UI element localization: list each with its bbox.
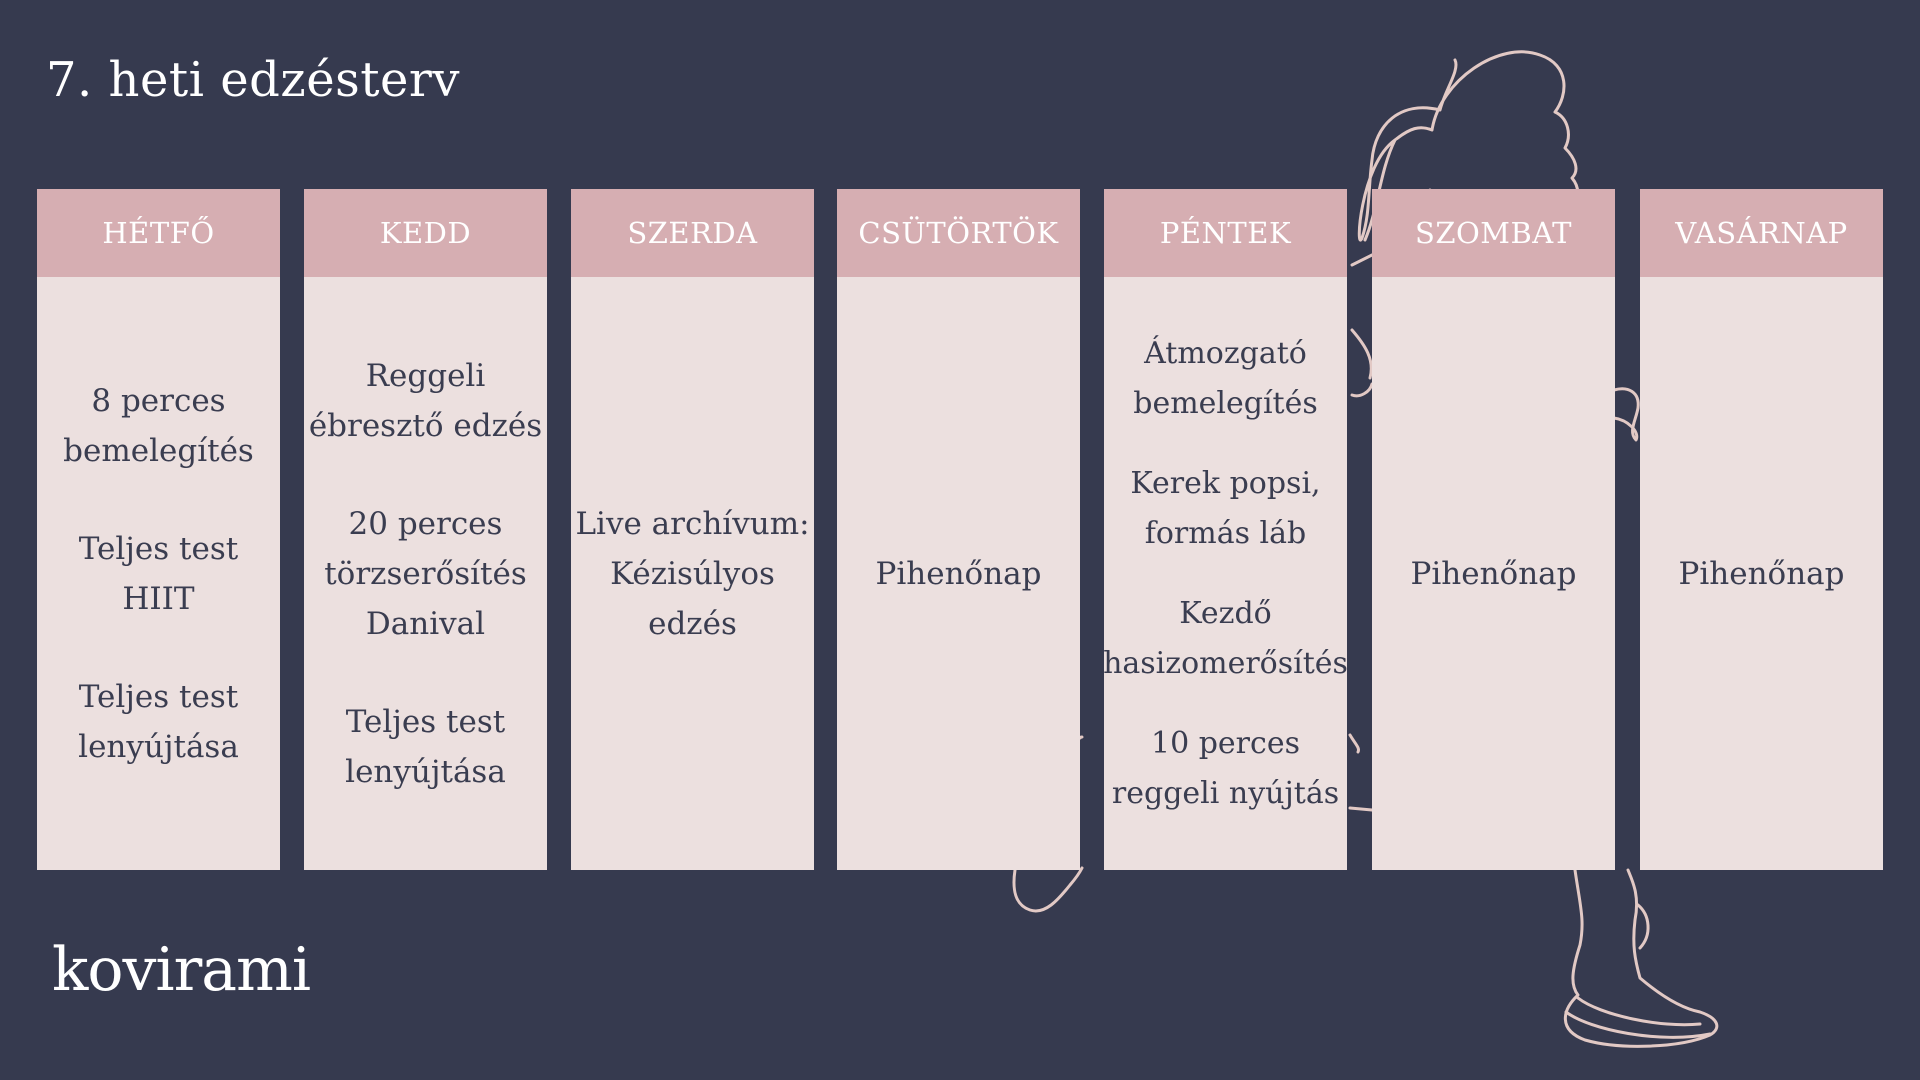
activity-item: Kerek popsi, formás láb (1130, 465, 1321, 551)
day-activities (837, 277, 1080, 870)
activity-item: Pihenőnap (1410, 555, 1577, 592)
week-columns (37, 189, 1883, 870)
day-column-wednesday (571, 189, 814, 870)
activity-item: Teljes test lenyújtása (78, 678, 239, 765)
day-activities (37, 277, 280, 870)
day-header (1104, 189, 1347, 277)
day-activities (1640, 277, 1883, 870)
day-column-tuesday (304, 189, 547, 870)
day-column-friday (1104, 189, 1347, 870)
day-header (1640, 189, 1883, 277)
day-header (37, 189, 280, 277)
day-name: CSÜTÖRTÖK (858, 216, 1059, 250)
activity-item: Kezdő hasizomerősítés (1103, 595, 1348, 681)
day-name: PÉNTEK (1159, 216, 1292, 250)
day-activities (304, 277, 547, 870)
day-column-sunday (1640, 189, 1883, 870)
activity-item: Teljes test lenyújtása (345, 703, 506, 790)
day-name: SZERDA (627, 216, 758, 250)
day-activities (1104, 277, 1347, 870)
runner-shoe-sole (1566, 998, 1710, 1037)
day-column-monday (37, 189, 280, 870)
day-name: VASÁRNAP (1675, 216, 1848, 250)
activity-item: Pihenőnap (875, 555, 1042, 592)
day-column-saturday (1372, 189, 1615, 870)
activity-item: Átmozgató bemelegítés (1133, 335, 1318, 421)
activity-item: 10 perces reggeli nyújtás (1111, 725, 1340, 811)
runner-front-leg (1565, 870, 1717, 1046)
day-activities (1372, 277, 1615, 870)
day-header (571, 189, 814, 277)
day-header (304, 189, 547, 277)
day-name: SZOMBAT (1415, 216, 1572, 250)
activity-item: Pihenőnap (1678, 555, 1845, 592)
day-activities (571, 277, 814, 870)
activity-item: 8 perces bemelegítés (63, 382, 254, 469)
activity-item: Teljes test HIIT (78, 530, 239, 617)
activity-item: 20 perces törzserősítés Danival (324, 505, 527, 642)
day-header (837, 189, 1080, 277)
page-title: 7. heti edzésterv (46, 52, 460, 108)
day-column-thursday (837, 189, 1080, 870)
activity-item: Reggeli ébresztő edzés (308, 357, 543, 444)
day-name: KEDD (379, 216, 472, 250)
runner-shoe-lace (1638, 905, 1648, 948)
activity-item: Live archívum: Kézisúlyos edzés (575, 505, 810, 642)
day-name: HÉTFŐ (102, 216, 215, 250)
brand-logo: kovirami (52, 935, 311, 1005)
day-header (1372, 189, 1615, 277)
